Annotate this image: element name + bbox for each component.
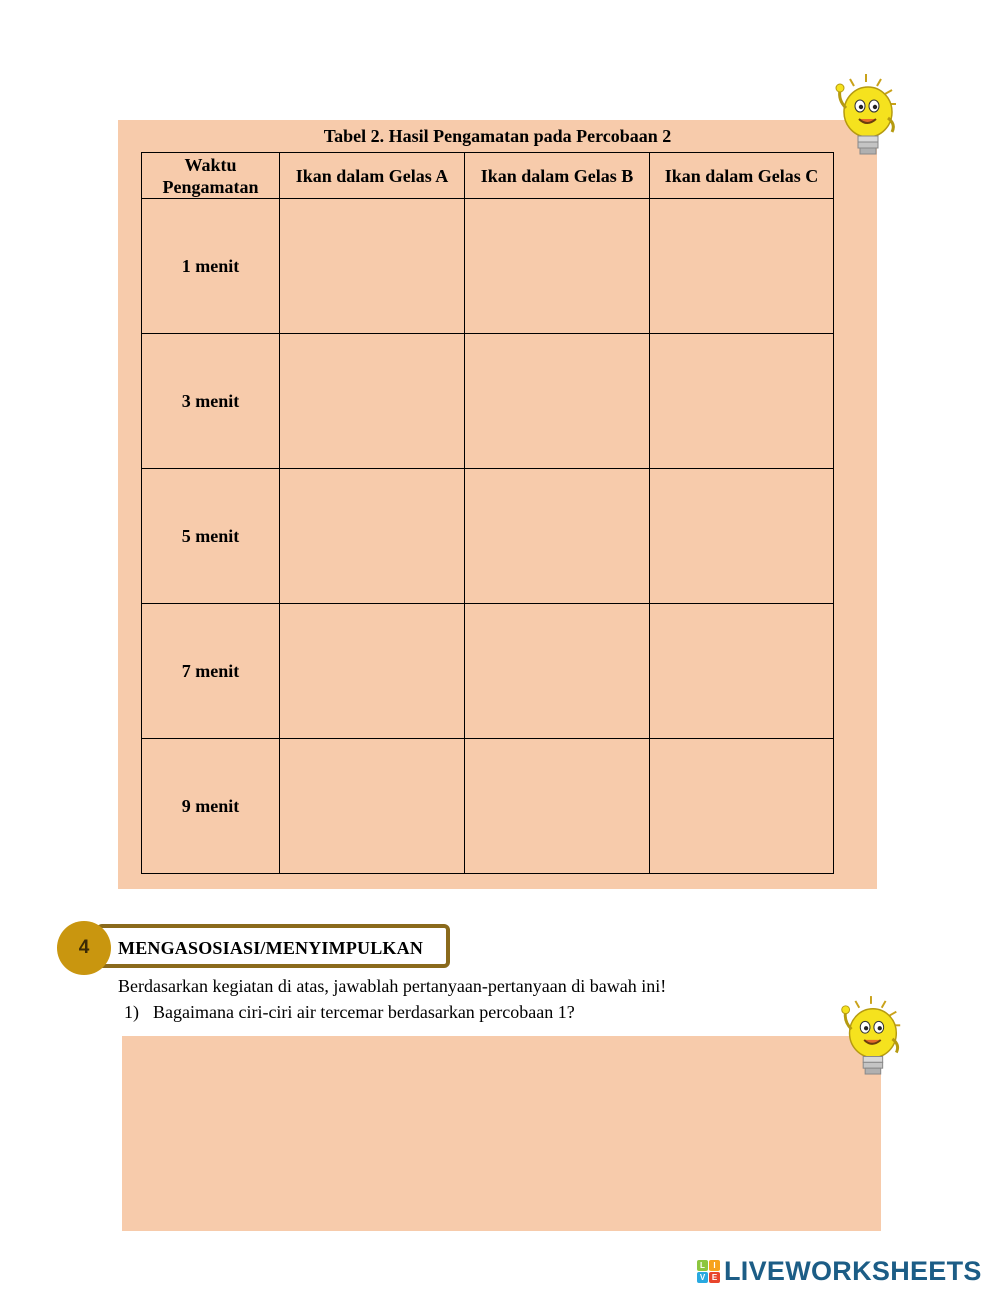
liveworksheets-mark-icon — [697, 1260, 720, 1283]
answer-cell-gelas-a[interactable] — [280, 604, 465, 739]
logo-mark-letter: I — [709, 1260, 720, 1271]
lightbulb-mascot-icon — [826, 70, 904, 162]
answer-cell-gelas-b[interactable] — [465, 334, 650, 469]
answer-cell-gelas-a[interactable] — [280, 334, 465, 469]
table-row — [142, 604, 834, 739]
section-title: MENGASOSIASI/MENYIMPULKAN — [118, 938, 424, 958]
answer-cell-gelas-b[interactable] — [465, 604, 650, 739]
answer-cell-gelas-a[interactable] — [280, 469, 465, 604]
header-waktu-line1: Waktu — [184, 154, 237, 175]
observation-table — [141, 152, 834, 874]
header-waktu-pengamatan — [142, 153, 280, 199]
answer-cell-gelas-c[interactable] — [650, 739, 834, 874]
answer-cell-gelas-c[interactable] — [650, 199, 834, 334]
header-waktu-line2: Pengamatan — [162, 176, 259, 197]
answer-cell-gelas-a[interactable] — [280, 739, 465, 874]
time-cell: 7 menit — [142, 604, 280, 739]
time-cell: 9 menit — [142, 739, 280, 874]
header-gelas-a: Ikan dalam Gelas A — [280, 153, 465, 199]
answer-input-area[interactable] — [122, 1036, 881, 1231]
table-row — [142, 739, 834, 874]
answer-cell-gelas-b[interactable] — [465, 199, 650, 334]
logo-text: LIVEWORKSHEETS — [724, 1255, 982, 1286]
time-cell: 5 menit — [142, 469, 280, 604]
liveworksheets-logo — [697, 1256, 982, 1286]
question-number: 1) — [124, 1002, 139, 1022]
section-number-badge: 4 — [57, 921, 111, 975]
time-cell: 3 menit — [142, 334, 280, 469]
header-gelas-b: Ikan dalam Gelas B — [465, 153, 650, 199]
question-text: Bagaimana ciri-ciri air tercemar berdasarkan percobaan 1? — [153, 1002, 575, 1022]
table-caption: Tabel 2. Hasil Pengamatan pada Percobaan 2 — [323, 126, 672, 146]
answer-cell-gelas-a[interactable] — [280, 199, 465, 334]
time-cell: 1 menit — [142, 199, 280, 334]
table-row — [142, 469, 834, 604]
header-gelas-c: Ikan dalam Gelas C — [650, 153, 834, 199]
instruction-text: Berdasarkan kegiatan di atas, jawablah pertanyaan-pertanyaan di bawah ini! — [118, 976, 667, 996]
table-header-row — [142, 153, 834, 199]
answer-cell-gelas-c[interactable] — [650, 334, 834, 469]
logo-mark-letter: E — [709, 1272, 720, 1283]
answer-cell-gelas-c[interactable] — [650, 604, 834, 739]
lightbulb-mascot-icon — [832, 992, 908, 1082]
answer-cell-gelas-c[interactable] — [650, 469, 834, 604]
table-row — [142, 199, 834, 334]
table-row — [142, 334, 834, 469]
logo-mark-letter: L — [697, 1260, 708, 1271]
answer-cell-gelas-b[interactable] — [465, 469, 650, 604]
answer-cell-gelas-b[interactable] — [465, 739, 650, 874]
logo-mark-letter: V — [697, 1272, 708, 1283]
